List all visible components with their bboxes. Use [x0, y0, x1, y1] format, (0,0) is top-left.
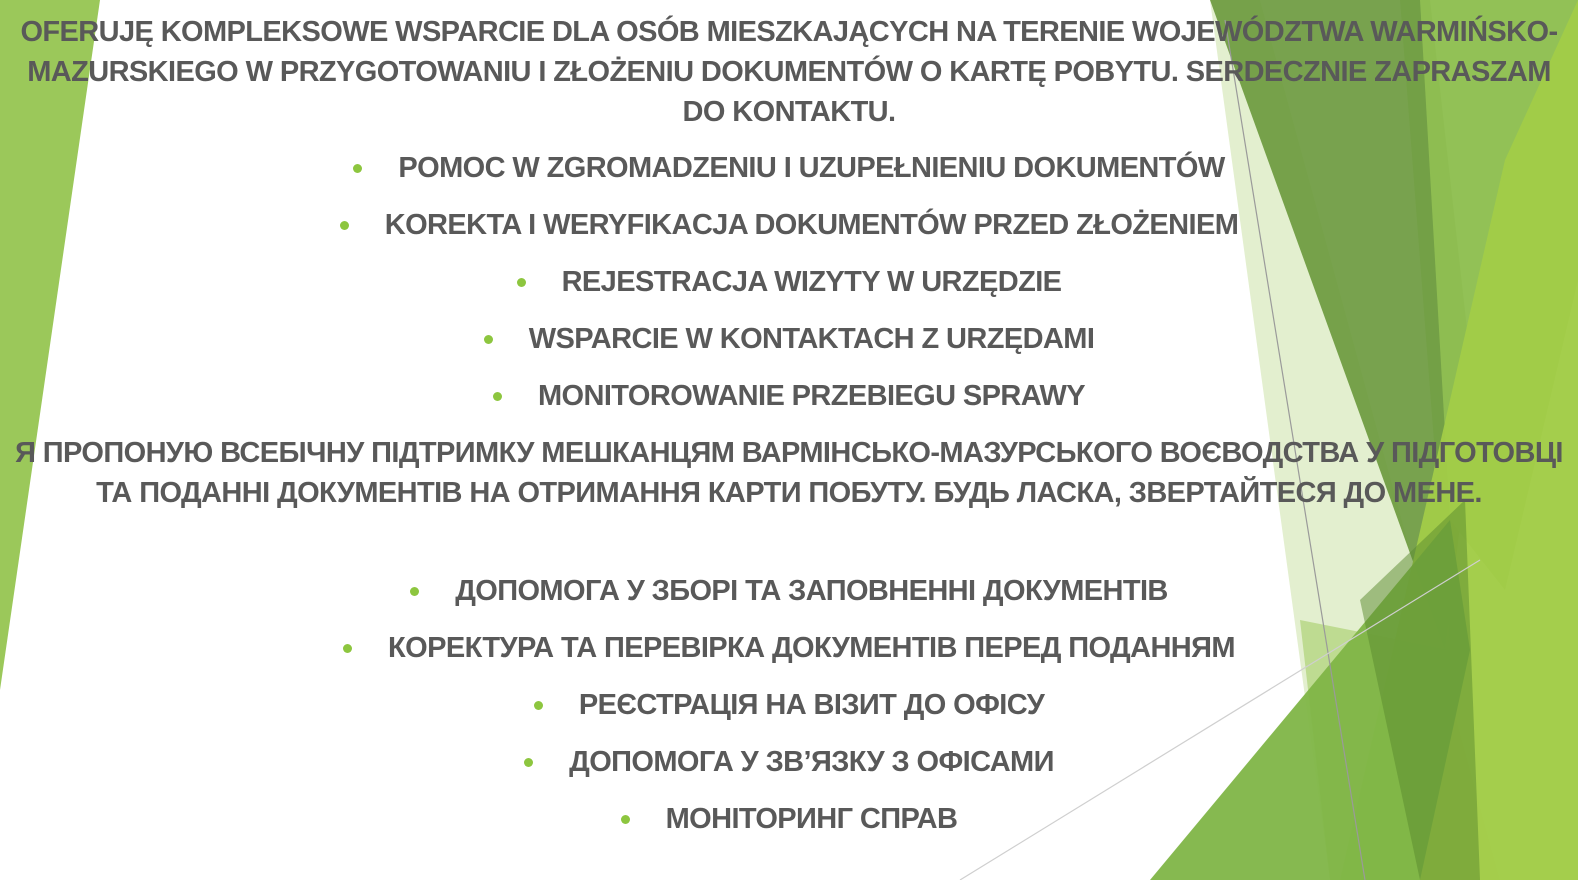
bullet-dot-icon: [410, 587, 419, 596]
list-item: WSPARCIE W KONTAKTACH Z URZĘDAMI: [0, 319, 1578, 359]
bullet-dot-icon: [517, 278, 526, 287]
list-item: KOREKTA I WERYFIKACJA DOKUMENTÓW PRZED ZŁOŻENIEM: [0, 205, 1578, 245]
bullet-dot-icon: [484, 335, 493, 344]
bullet-dot-icon: [534, 701, 543, 710]
list-item: ДОПОМОГА У ЗБОРІ ТА ЗАПОВНЕННІ ДОКУМЕНТІВ: [0, 571, 1578, 611]
list-item: POMOC W ZGROMADZENIU I UZUPEŁNIENIU DOKUMENTÓW: [0, 148, 1578, 188]
bullet-dot-icon: [621, 815, 630, 824]
list-item: MONITOROWANIE PRZEBIEGU SPRAWY: [0, 376, 1578, 416]
ukrainian-intro-paragraph: Я ПРОПОНУЮ ВСЕБІЧНУ ПІДТРИМКУ МЕШКАНЦЯМ ВАРМІНСЬКО-МАЗУРСЬКОГО ВОЄВОДСТВА У ПІДГОТОВЦІ ТА ПОДАННІ ДОКУМЕНТІВ НА ОТРИМАННЯ КАРТИ ПОБУТУ. БУДЬ ЛАСКА, ЗВЕРТАЙТЕСЯ ДО МЕНЕ.: [15, 437, 1563, 509]
bullet-dot-icon: [493, 392, 502, 401]
list-item: КОРЕКТУРА ТА ПЕРЕВІРКА ДОКУМЕНТІВ ПЕРЕД ПОДАННЯМ: [0, 628, 1578, 668]
bullet-dot-icon: [343, 644, 352, 653]
list-item: РЕЄСТРАЦІЯ НА ВІЗИТ ДО ОФІСУ: [0, 685, 1578, 725]
list-item: ДОПОМОГА У ЗВ’ЯЗКУ З ОФІСАМИ: [0, 742, 1578, 782]
bullet-dot-icon: [524, 758, 533, 767]
list-item: МОНІТОРИНГ СПРАВ: [0, 799, 1578, 839]
polish-intro-paragraph: OFERUJĘ KOMPLEKSOWE WSPARCIE DLA OSÓB MIESZKAJĄCYCH NA TERENIE WOJEWÓDZTWA WARMIŃSKO-MAZURSKIEGO W PRZYGOTOWANIU I ZŁOŻENIU DOKUMENTÓW O KARTĘ POBYTU. SERDECZNIE ZAPRASZAM DO KONTAKTU.: [20, 16, 1558, 128]
bullet-dot-icon: [353, 164, 362, 173]
list-item: REJESTRACJA WIZYTY W URZĘDZIE: [0, 262, 1578, 302]
bullet-dot-icon: [340, 221, 349, 230]
